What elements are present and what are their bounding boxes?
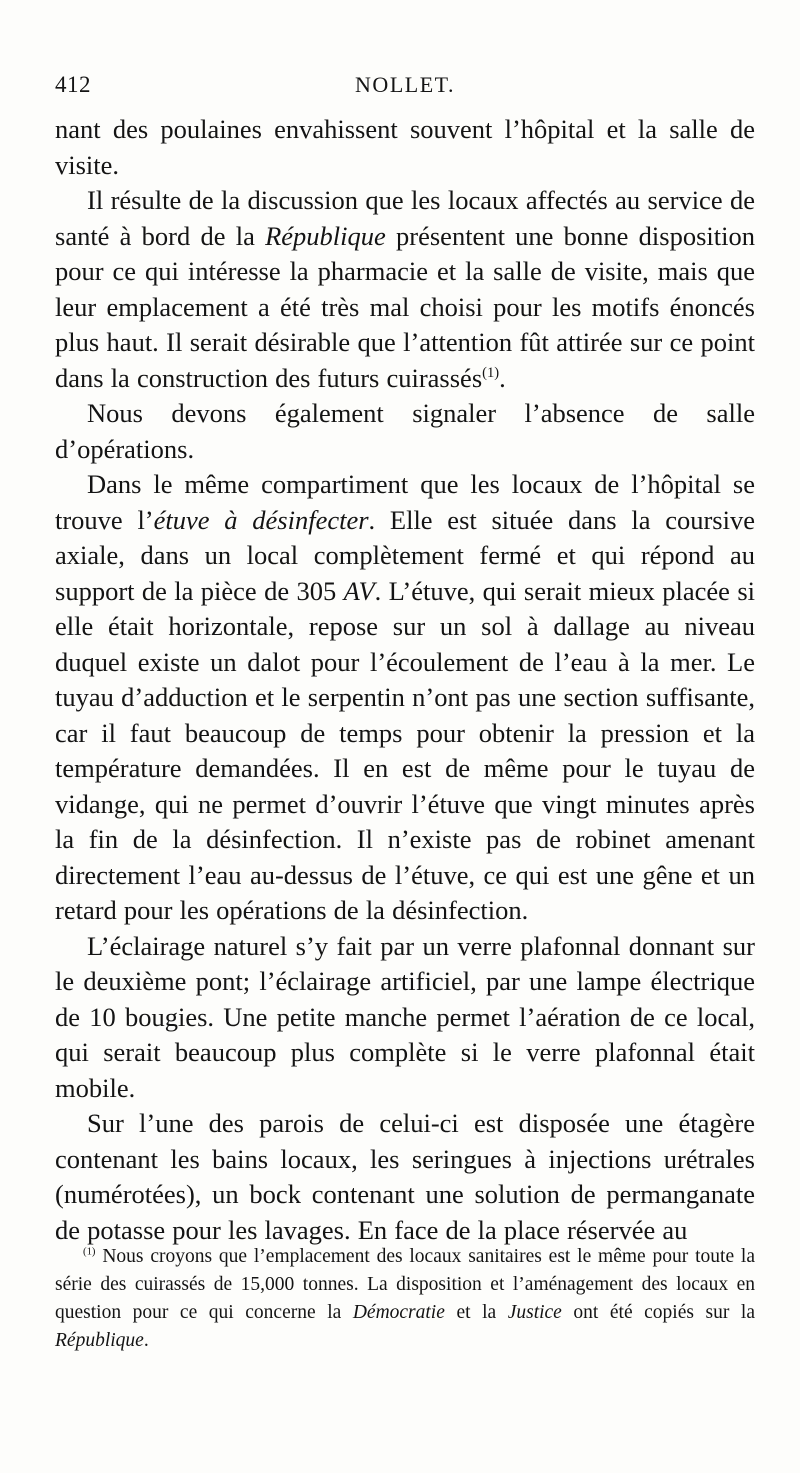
text-run: . bbox=[499, 362, 506, 393]
italic-text: étuve à désinfecter bbox=[153, 504, 369, 535]
paragraph bbox=[55, 396, 755, 467]
italic-text: République bbox=[55, 1330, 144, 1351]
page-number: 412 bbox=[55, 72, 91, 97]
paragraph bbox=[55, 467, 755, 929]
text-run: Il résulte de la discussion que les locaux affectés au service de santé à bord de la bbox=[55, 185, 755, 251]
text-run: Nous devons également signaler l’absence de salle d’opérations. bbox=[55, 398, 755, 464]
text-run: . bbox=[143, 1330, 149, 1351]
text-run: nant des poulaines envahissent souvent l’hôpital et la salle de visite. bbox=[55, 114, 755, 180]
footnote bbox=[55, 1243, 755, 1355]
body-text bbox=[55, 112, 755, 1248]
footnote-marker: (1) bbox=[83, 1245, 96, 1258]
text-run: . L’étuve, qui serait mieux placée si elle était horizontale, repose sur un sol à dallage au niveau duquel existe un dalot pour l’écoulement de l’eau à la mer. Le tuyau d’adduction et le serpentin n’ont pas une section suffisante, car il faut beaucoup de temps pour obtenir la pression et la température demandées. Il en est de même pour le tuyau de vidange, qui ne permet d’ouvrir l’étuve que vingt minutes après la fin de la désinfection. Il n’existe pas de robinet amenant directement l’eau au-dessus de l’étuve, ce qui est une gêne et un retard pour les opérations de la désinfection. bbox=[55, 575, 755, 925]
text-run: et la bbox=[444, 1302, 508, 1323]
running-head: NOLLET. bbox=[355, 72, 455, 97]
text-run: présentent une bonne disposition pour ce qui intéresse la pharmacie et la salle de visite, mais que leur emplacement a été très mal choisi pour les motifs énoncés plus haut. Il serait désirable que l’attention fût attirée sur ce point dans la construction des futurs cuirassés bbox=[55, 220, 755, 393]
italic-text: République bbox=[265, 220, 386, 251]
text-run: L’éclairage naturel s’y fait par un verre plafonnal donnant sur le deuxième pont; l’éclairage artificiel, par une lampe électrique de 10 bougies. Une petite manche permet l’aération de ce local, qui serait beaucoup plus complète si le verre plafonnal était mobile. bbox=[55, 930, 755, 1103]
text-run: . Elle est située dans la coursive axiale, dans un local complètement fermé et qui répond au support de la pièce de 305 bbox=[55, 504, 755, 606]
paragraph bbox=[55, 1106, 755, 1248]
italic-text: Justice bbox=[507, 1302, 562, 1323]
italic-text: Démocratie bbox=[352, 1302, 445, 1323]
text-run: Dans le même compartiment que les locaux de l’hôpital se trouve l’ bbox=[55, 469, 755, 535]
text-run: Nous croyons que l’emplacement des locaux sanitaires est le même pour toute la série des cuirassés de 15,000 tonnes. La disposition et l’aménagement des locaux en question pour ce qui concerne la bbox=[55, 1246, 755, 1323]
page-header bbox=[55, 72, 755, 102]
text-run: Sur l’une des parois de celui-ci est disposée une étagère contenant les bains locaux, les seringues à injections urétrales (numérotées), un bock contenant une solution de permanganate de potasse pour les lavages. En face de la place réservée au bbox=[55, 1108, 755, 1245]
footnote-marker: (1) bbox=[482, 364, 500, 381]
paragraph bbox=[55, 183, 755, 396]
italic-text: AV bbox=[343, 575, 375, 606]
text-run: ont été copiés sur la bbox=[561, 1302, 755, 1323]
paragraph bbox=[55, 929, 755, 1107]
paragraph bbox=[55, 112, 755, 183]
